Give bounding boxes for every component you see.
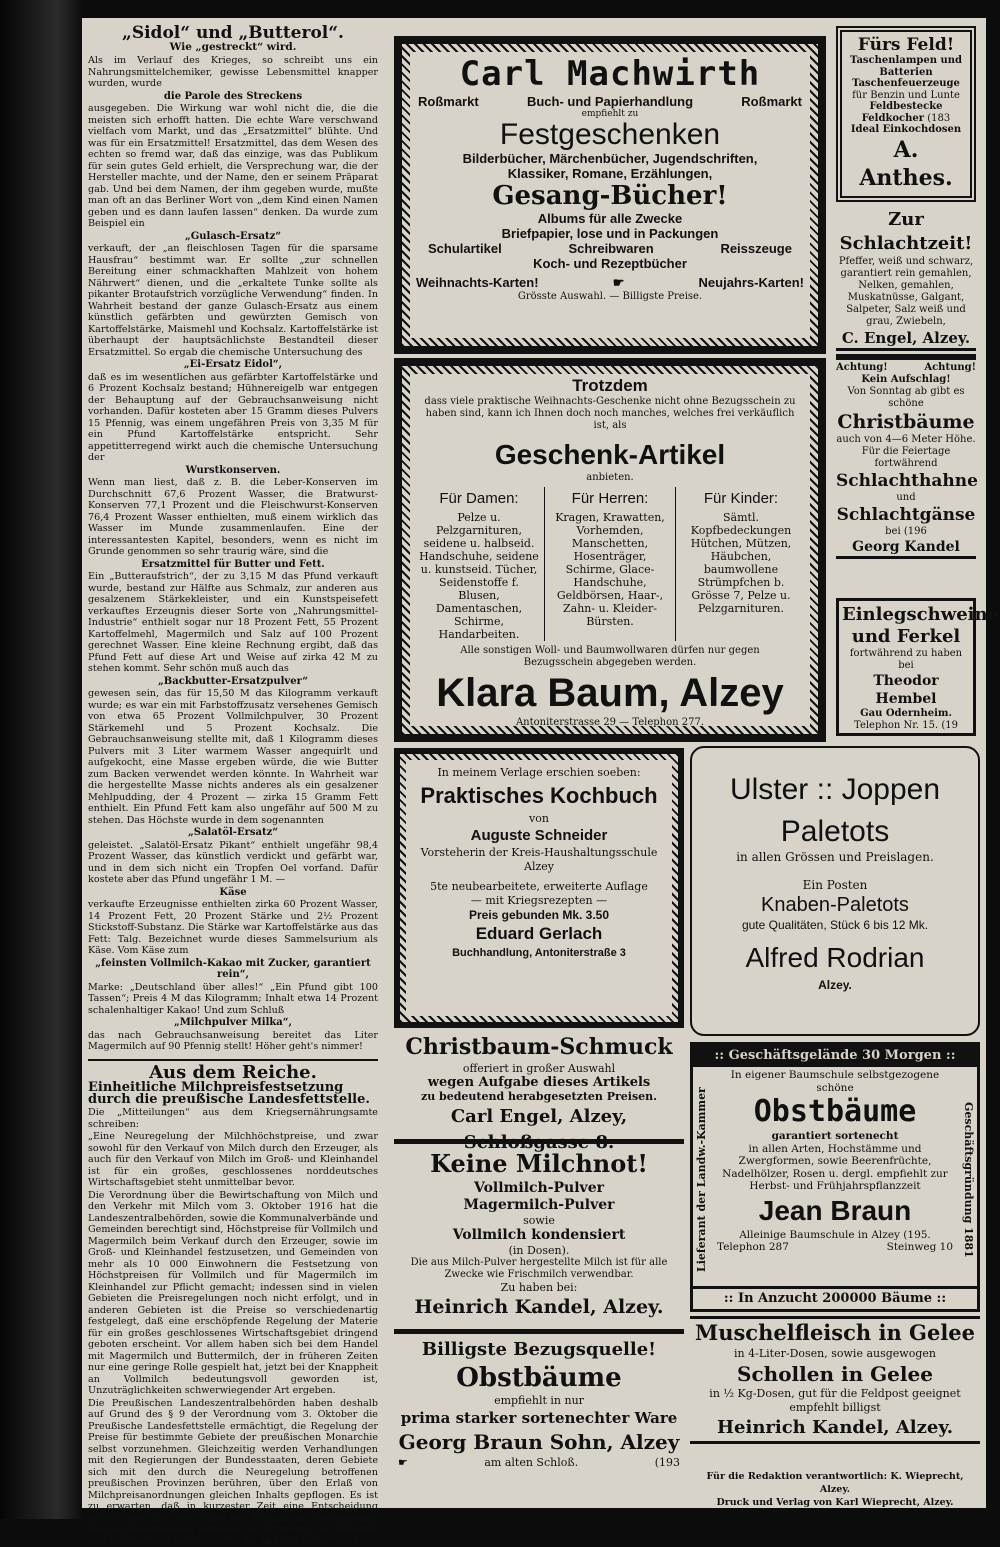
ad-text: (in Dosen). bbox=[394, 1244, 684, 1257]
ad-text: Pelze u. Pelzgarnituren, seidene u. halbseid. Handschuhe, seidene u. kunstseid. Tücher, Seidenstoffe f. Blusen, Damentaschen, Schirme, Handarbeiten. bbox=[417, 511, 541, 641]
ad-row bbox=[836, 360, 976, 374]
ad-author: Auguste Schneider bbox=[406, 826, 672, 846]
ad-text: Kein Aufschlag! bbox=[836, 374, 976, 386]
ad-text: Kragen, Krawatten, Vorhemden, Manschetten, Hosenträger, Schirme, Glace-Handschuhe, Geldbörsen, Haar-, Zahn- u. Kleider-Bürsten. bbox=[548, 511, 672, 628]
ad-text: Die aus Milch-Pulver hergestellte Milch ist für alle Zwecke wie Frischmilch verwendbar. bbox=[394, 1257, 684, 1281]
ad-text: Achtung! bbox=[924, 362, 976, 374]
ad-headline: Obstbäume bbox=[717, 1094, 953, 1130]
imprint-line: Druck und Verlag von Karl Wieprecht, Alzey. bbox=[690, 1496, 980, 1509]
ad-text: dass viele praktische Weihnachts-Geschenke nicht ohne Bezugsschein zu haben sind, kann ich Ihnen doch noch manches, welches frei verkäuflich ist, als bbox=[414, 396, 806, 432]
ad-text: Alle sonstigen Woll- und Baumwollwaren dürfen nur gegen Bezugsschein abgegeben werden. bbox=[414, 641, 806, 669]
ad-headline: Schlachtgänse bbox=[836, 504, 976, 526]
ad-text: in allen Grössen und Preislagen. bbox=[692, 850, 978, 864]
ad-column bbox=[676, 487, 806, 641]
ad-name: C. Engel, Alzey. bbox=[836, 328, 976, 351]
ad-row bbox=[394, 1456, 684, 1470]
ad-name: Carl Machwirth bbox=[410, 54, 810, 94]
ad-text: gute Qualitäten, Stück 6 bis 12 Mk. bbox=[692, 918, 978, 932]
ad-headline: Zur Schlachtzeit! bbox=[836, 208, 976, 256]
ad-name: Georg Braun Sohn, Alzey bbox=[394, 1428, 684, 1456]
ad-row bbox=[410, 241, 810, 256]
ad-headline: Schlachthahne bbox=[836, 470, 976, 492]
ad-text: Feldbestecke bbox=[845, 101, 967, 113]
ad-text: Telephon 287 bbox=[717, 1241, 789, 1254]
ad-text: von bbox=[406, 812, 672, 826]
ad-col-head: Für Kinder: bbox=[679, 487, 803, 511]
book-spine-shadow bbox=[0, 0, 82, 1519]
newspaper-page bbox=[82, 18, 986, 1508]
ad-side-label: Geschäftsgründung 1881 bbox=[957, 1075, 975, 1285]
ad-col-head: Für Damen: bbox=[417, 487, 541, 511]
paragraph: das nach Gebrauchsanweisung bereitet das Liter Magermilch auf 90 Pfennig stellt! Höher geht's nimmer! bbox=[88, 1030, 378, 1053]
ad-text: Buch- und Papierhandlung bbox=[527, 94, 693, 109]
ad-text: 5te neubearbeitete, erweiterte Auflage bbox=[406, 880, 672, 894]
ad-name: A. Anthes. bbox=[845, 136, 967, 192]
paragraph: „Eine Neuregelung der Milchhöchstpreise, und zwar sowohl für den Verkauf von Milch durch den Erzeuger, als auch für den Verkauf von Milch im Groß- und Kleinhandel ist für ein großes, geschlossenes norddeutsches Wirtschaftsgebiet steht unmittelbar bevor. bbox=[88, 1131, 378, 1189]
subsection-title: Einheitliche Milchpreisfestsetzung durch die preußische Landesfettstelle. bbox=[88, 1082, 378, 1105]
ad-text: Buchhandlung, Antoniterstraße 3 bbox=[406, 946, 672, 960]
ad-column bbox=[544, 487, 676, 641]
ad-banner: :: In Anzucht 200000 Bäume :: bbox=[693, 1286, 977, 1309]
ad-text: wegen Aufgabe dieses Artikels bbox=[394, 1076, 684, 1090]
ad-text: Reisszeuge bbox=[720, 241, 792, 256]
paragraph: Ein „Butteraufstrich“, der zu 3,15 M das Pfund verkauft wurde, bestand zur Hälfte aus Schmalz, zur anderen aus gesalzenem Stärkekleister, und ein Kunstspeisefett verkauftes Erzeugnis dieser Sorte von „Nahrungsmittel-Industrie“ enthielt sogar nur 18 Prozent Fett, 55 Prozent Kartoffelmehl, Magermilch und Salz auf 100 Prozent gerechnet Wasser. Eine kleine Rechnung ergibt, daß das Pfund Fett auf diese Art und Weise auf zirka 42 M zu stehen kommt. Sehr schön muß auch das bbox=[88, 571, 378, 675]
ad-kandel-christbaeume bbox=[836, 354, 976, 594]
ad-text: Alzey. bbox=[692, 978, 978, 992]
ad-name: Carl Engel, Alzey, Schloßgasse 8. bbox=[394, 1104, 684, 1156]
paragraph: Wenn man liest, daß z. B. die Leber-Konserven im Durchschnitt 67,6 Prozent Wasser, die Bratwurst-Konserven 77,1 Prozent und die Fleischwurst-Konserven 76,4 Prozent Wasser enthielten, muß einem wirklich das Wasser im Munde zusammenlaufen. Eine der interessantesten Kapitel, besonders, wenn es nicht im Grunde genommen so sehr traurig wäre, sind die bbox=[88, 477, 378, 558]
ad-row bbox=[845, 113, 967, 125]
ad-text: Taschenlampen und Batterien bbox=[845, 55, 967, 78]
ad-engel-christbaumschmuck bbox=[394, 1032, 684, 1144]
ad-name: Heinrich Kandel, Alzey. bbox=[394, 1294, 684, 1320]
ad-kandel-muschelfleisch bbox=[690, 1316, 980, 1466]
ad-text: in 4-Liter-Dosen, sowie ausgewogen bbox=[690, 1347, 980, 1361]
ad-text: Zu haben bei: bbox=[394, 1281, 684, 1294]
article-title: „Sidol“ und „Butterol“. bbox=[88, 28, 378, 40]
subheading: Ersatzmittel für Butter und Fett. bbox=[88, 559, 378, 571]
ad-side-label: Lieferant der Landw.-Kammer bbox=[695, 1075, 713, 1285]
ad-text: Koch- und Rezeptbücher bbox=[410, 256, 810, 271]
ad-body bbox=[693, 1067, 977, 1256]
ad-headline: Festgeschenken bbox=[410, 119, 810, 151]
ad-name: Eduard Gerlach bbox=[406, 922, 672, 946]
ad-text: Pfeffer, weiß und schwarz, garantiert rein gemahlen, Nelken, gemahlen, Muskatnüsse, Galgant, Salpeter, Salz weiß und grau, Zwiebeln, bbox=[836, 256, 976, 328]
ad-text: Roßmarkt bbox=[418, 94, 479, 109]
paragraph: verkauft, der „an fleischlosen Tagen für die sparsame Hausfrau“ bestimmt war. Er sollte „zur schnellen Bereitung einer schmackhaften Mahlzeit von hohem Nährwert“ dienen, und die „erkaltete Tunke sollte als pikanter Brotaufstrich vorzügliche Verwendung“ finden. In Wahrheit bestand der ganze Gulasch-Ersatz aus einem künstlich gefärbten und gewürzten Gemisch von Kartoffelstärke, Maismehl und Kochsalz. Kartoffelstärke ist überhaupt der hauptsächlichste Bestandteil dieser Ersatzmittel. So ergab die chemische Untersuchung des bbox=[88, 243, 378, 358]
ad-headline: Christbäume bbox=[836, 410, 976, 434]
ad-text: garantiert sortenecht bbox=[717, 1130, 953, 1143]
subheading: „Milchpulver Milka“, bbox=[88, 1017, 378, 1029]
ad-text: am alten Schloß. bbox=[484, 1456, 578, 1470]
ad-headline: Christbaum-Schmuck bbox=[394, 1032, 684, 1062]
ad-text: Von Sonntag ab gibt es schöne bbox=[836, 386, 976, 410]
ad-text: und bbox=[836, 492, 976, 504]
paragraph: Marke: „Deutschland über alles!“ „Ein Pfund gibt 100 Tassen“; Preis 4 M das Kilogramm; Inhalt etwa 14 Prozent schalenhaltiger Kakao! Und zum Schluß bbox=[88, 982, 378, 1017]
ad-number: (193 bbox=[655, 1456, 680, 1470]
ad-row bbox=[410, 271, 810, 291]
ad-number: (196 bbox=[904, 526, 927, 537]
ad-inner bbox=[406, 760, 672, 1016]
ad-text: Vollmilch-Pulver bbox=[394, 1180, 684, 1197]
section-title: Aus dem Reiche. bbox=[88, 1059, 378, 1079]
ad-headline: Einlegschweine und Ferkel bbox=[842, 604, 970, 648]
ad-text: Alleinige Baumschule in Alzey (195. bbox=[717, 1229, 953, 1242]
ad-headline: Billigste Bezugsquelle! bbox=[394, 1338, 684, 1362]
ad-rodrian bbox=[690, 746, 980, 1036]
ad-text: empfehlt billigst bbox=[690, 1401, 980, 1415]
ad-text: Vollmilch kondensiert bbox=[394, 1227, 684, 1244]
subheading: Käse bbox=[88, 887, 378, 899]
article-subtitle: Wie „gestreckt“ wird. bbox=[88, 42, 378, 54]
ad-headline: Schollen in Gelee bbox=[690, 1361, 980, 1387]
ad-text: Grösste Auswahl. — Billigste Preise. bbox=[410, 291, 810, 302]
subheading: „Backbutter-Ersatzpulver“ bbox=[88, 676, 378, 688]
ad-headline: Geschenk-Artikel bbox=[414, 438, 806, 472]
ad-name: Alfred Rodrian bbox=[692, 938, 978, 978]
ad-text: Schreibwaren bbox=[568, 241, 653, 256]
ad-machwirth bbox=[394, 36, 826, 354]
subheading: „feinsten Vollmilch-Kakao mit Zucker, garantiert rein“, bbox=[88, 958, 378, 981]
ad-col-head: Für Herren: bbox=[548, 487, 672, 511]
ad-headline: Paletots bbox=[692, 814, 978, 850]
hand-pointer-icon: ☛ bbox=[613, 275, 625, 291]
ad-column bbox=[414, 487, 544, 641]
paragraph: ausgegeben. Die Wirkung war wohl nicht die, die die meisten sich erhofft hatten. Die echte Ware verschwand vielfach vom Markt, und das „Ersatzmittel“ blühte. Und was für ein Ersatzmittel! Ersatzmittel, das dem Wesen des echten so fremd war, daß das einzige, was das Publikum für sein gutes Geld erhielt, die Versprechung war, die der Hersteller machte, und der Name, den er seinem Präparat gab. Und bei dem Namen, der ihm gegeben wurde, mußte man oft an das Berliner Wort von „dem Kind einen Namen geben und es dann laufen lassen“ denken. Da wurde zum Beispiel ein bbox=[88, 103, 378, 230]
ad-price: Preis gebunden Mk. 3.50 bbox=[406, 908, 672, 922]
ad-hembel bbox=[836, 598, 976, 736]
ad-text: Achtung! bbox=[836, 362, 888, 374]
ad-text: Briefpapier, lose und in Packungen bbox=[410, 226, 810, 241]
ad-kochbuch bbox=[394, 748, 684, 1028]
ad-number: (183 bbox=[927, 113, 950, 124]
ad-banner: :: Geschäftsgelände 30 Morgen :: bbox=[693, 1045, 977, 1067]
ad-headline: Gesang-Bücher! bbox=[410, 181, 810, 211]
ad-text: prima starker sortenechter Ware bbox=[394, 1408, 684, 1428]
ad-anthes bbox=[836, 26, 976, 202]
subheading: die Parole des Streckens bbox=[88, 91, 378, 103]
ad-name: Georg Kandel bbox=[836, 538, 976, 559]
ad-text: sowie bbox=[394, 1214, 684, 1227]
ad-headline: Praktisches Kochbuch bbox=[406, 780, 672, 812]
paragraph: geleistet. „Salatöl-Ersatz Pikant“ enthielt ungefähr 98,4 Prozent Wasser, das künstlich verdickt und gefärbt war, und in dem sich nicht ein Tropfen Oel vorfand. Dafür kostete aber das Pfund ungefähr 1 M. — bbox=[88, 840, 378, 886]
ad-text: Neujahrs-Karten! bbox=[699, 275, 804, 291]
ad-text: In eigener Baumschule selbstgezogene schöne bbox=[717, 1069, 953, 1094]
ad-headline: Knaben-Paletots bbox=[692, 892, 978, 918]
ad-text: empfiehlt zu bbox=[410, 109, 810, 119]
ad-text: Telephon Nr. 15. (19 bbox=[842, 720, 970, 732]
ad-row bbox=[836, 526, 976, 538]
ad-text: empfiehlt in nur bbox=[394, 1394, 684, 1408]
ad-row bbox=[717, 1241, 953, 1254]
ad-name: Jean Braun bbox=[717, 1193, 953, 1229]
ad-inner bbox=[410, 374, 810, 726]
ad-text: Bilderbücher, Märchenbücher, Jugendschriften, bbox=[410, 151, 810, 166]
ad-headline: Trotzdem bbox=[414, 376, 806, 396]
hand-pointer-icon: ☛ bbox=[398, 1456, 408, 1470]
ad-text: bei bbox=[885, 526, 901, 537]
ad-name: Klara Baum, Alzey bbox=[414, 669, 806, 717]
ad-jean-braun bbox=[690, 1042, 980, 1312]
ad-headline: Obstbäume bbox=[394, 1362, 684, 1394]
paragraph: daß es im wesentlichen aus gefärbter Kartoffelstärke und 6 Prozent Kochsalz bestand; Hühnereigelb war entgegen der Behauptung auf der Gebrauchsanweisung nicht vorhanden. Dafür kosteten aber 15 Gramm dieses Pulvers 15 Pfennig, was einem ungefähren Preis von 3,35 M für ein Pfund Kartoffelstärke entspricht. Sehr appetitterregend wirkt auch die chemische Untersuchung der bbox=[88, 372, 378, 464]
ad-text: zu bedeutend herabgesetzten Preisen. bbox=[394, 1090, 684, 1104]
ad-klara-baum bbox=[394, 358, 826, 742]
ad-subline bbox=[410, 94, 810, 109]
ad-kandel-milchnot bbox=[394, 1148, 684, 1334]
ad-inner bbox=[410, 52, 810, 338]
ad-text: Albums für alle Zwecke bbox=[410, 211, 810, 226]
ad-text: In meinem Verlage erschien soeben: bbox=[406, 766, 672, 780]
ad-text: Taschenfeuerzeuge bbox=[845, 78, 967, 90]
ad-text: Feldkocher bbox=[862, 113, 924, 124]
ad-text: Roßmarkt bbox=[741, 94, 802, 109]
subheading: „Gulasch-Ersatz“ bbox=[88, 231, 378, 243]
ad-text: — mit Kriegsrezepten — bbox=[406, 894, 672, 908]
ad-text: in allen Arten, Hochstämme und Zwergformen, sowie Beerenfrüchte, Nadelhölzer, Rosen u. dergl. empfiehlt zur Herbst- und Frühjahrspflanzzeit bbox=[717, 1143, 953, 1193]
ad-text: Weihnachts-Karten! bbox=[416, 275, 539, 291]
ad-text: in ½ Kg-Dosen, gut für die Feldpost geeignet bbox=[690, 1387, 980, 1401]
subheading: „Salatöl-Ersatz“ bbox=[88, 827, 378, 839]
ad-headline: Keine Milchnot! bbox=[394, 1148, 684, 1180]
article-column bbox=[88, 18, 378, 1508]
ad-text: Sämtl. Kopfbedeckungen Hütchen, Mützen, Häubchen, baumwollene Strümpfchen b. Grösse 7, Pelze u. Pelzgarnituren. bbox=[679, 511, 803, 615]
paragraph: Die Verordnung über die Bewirtschaftung von Milch und den Verkehr mit Milch vom 3. Oktober 1916 hat die Landeszentralbehörden, sowie die Kommunalverbände und Gemeinden berechtigt sind, Höchstpreise für Vollmilch und Magermilch beim Verkauf durch den Erzeuger, sowie im Groß- und Kleinhandel festzusetzen, und Gemeinden von mehr als 10 000 Einwohnern die Festsetzung von Höchstpreisen für Vollmilch und für Magermilch im Kleinhandel zur Pflicht gemacht; indessen sind in vielen Gebieten die Preisregelungen noch nicht erfolgt, und in anderen Gebieten ist die Preise so verschiedenartig festgelegt, daß eine erschöpfende Regelung der Materie für ein großes geschlossenes Wirtschaftsgebiet dringend geboten erscheint. Vor allem haben sich bei dem Handel mit Magermilch und Buttermilch, der in früheren Zeiten nur eine geringe Rolle gespielt hat, jetzt bei der Knappheit an Vollmilch bedeutungsvoll geworden ist, Unzuträglichkeiten schwerwiegender Art ergeben. bbox=[88, 1190, 378, 1397]
imprint-line: Für die Redaktion verantwortlich: K. Wieprecht, Alzey. bbox=[690, 1470, 980, 1496]
ad-columns bbox=[414, 487, 806, 641]
ad-text: Antoniterstrasse 29 — Telephon 277. bbox=[414, 717, 806, 728]
ad-text: Vorsteherin der Kreis-Haushaltungsschule Alzey bbox=[406, 846, 672, 874]
ad-text: Steinweg 10 bbox=[887, 1241, 953, 1254]
ad-text: fortwährend zu haben bei bbox=[842, 648, 970, 672]
ad-headline: Muschelfleisch in Gelee bbox=[690, 1319, 980, 1347]
subheading: Wurstkonserven. bbox=[88, 465, 378, 477]
paragraph: Als im Verlauf des Krieges, so schreibt uns ein Nahrungsmittelchemiker, gewisse Lebensmittel knapper wurden, wurde bbox=[88, 55, 378, 90]
ad-text: Klassiker, Romane, Erzählungen, bbox=[410, 166, 810, 181]
ad-headline: Fürs Feld! bbox=[845, 35, 967, 55]
paragraph: Die Preußischen Landeszentralbehörden haben deshalb auf Grund des § 9 der Verordnung vom 3. Oktober die Preußische Landesfettstelle ermächtigt, die Regelung der Preise für bestimmte Gebiete der preußischen Monarchie selbst vorzunehmen. Gleichzeitig werden Verhandlungen mit den Regierungen der Bundesstaaten, deren Gebiete sich mit den durch die Neuregelung betroffenen preußischen Provinzen berühren, über den Erlaß von Milchpreisanordnungen gleichen Inhalts gepflogen. Es ist zu erwarten, daß in kurzester Zeit eine Entscheidung erzielt wird und etwa Mitte des Monats die Neuregelung, die im gleichmäßigen Interesse der Erzeuger, des Handels und der Verbraucher liegen dürfte, in Kraft treten wird.“ bbox=[88, 1398, 378, 1547]
ad-text: Magermilch-Pulver bbox=[394, 1197, 684, 1214]
imprint bbox=[690, 1470, 980, 1506]
ad-headline: Ulster :: Joppen bbox=[692, 772, 978, 808]
paragraph: Die „Mitteilungen“ aus dem Kriegsernährungsamte schreiben: bbox=[88, 1107, 378, 1130]
paragraph: gewesen sein, das für 15,50 M das Kilogramm verkauft wurde; es war ein mit Farbstoffzusatz versehenes Gemisch von etwa 65 Prozent Vollmilchpulver, 30 Prozent Stärkemehl und 5 Prozent Kochsalz. Die Gebrauchsanweisung stellte mit, daß 1 Kilogramm dieses Pulvers mit 3 Liter warmem Wasser angequirlt und aufgekocht, eine Masse ergeben würde, die wie Butter zum Backen verwendet werden könnte. In Wahrheit war die hergestellte Masse nichts anderes als ein gesalzener Mehlpudding, der 4 Prozent — zirka 15 Gramm Fett enthielt. Ein Pfund Fett kam also ungefähr auf 500 M zu stehen. Das Höchste wurde in dem sogenannten bbox=[88, 688, 378, 826]
paragraph: verkaufte Erzeugnisse enthielten zirka 60 Prozent Wasser, 14 Prozent Fett, 20 Prozent Stärke und 2½ Prozent Stickstoff-Substanz. Die Stärke war Kartoffelstärke aus das Fett: Talg. Bezeichnet wurde dieses Sammelsurium als Käse. Vom Käse zum bbox=[88, 899, 378, 957]
subheading: „Ei-Ersatz Eidol“, bbox=[88, 359, 378, 371]
ad-engel-schlachtzeit bbox=[836, 208, 976, 348]
ad-text: Ein Posten bbox=[692, 878, 978, 892]
ad-text: Für die Feiertage fortwährend bbox=[836, 446, 976, 470]
ad-name: Heinrich Kandel, Alzey. bbox=[690, 1415, 980, 1444]
ad-text: Gau Odernheim. bbox=[842, 708, 970, 720]
ad-name: Theodor Hembel bbox=[842, 672, 970, 708]
ad-text: für Benzin und Lunte bbox=[845, 90, 967, 102]
ad-text: Schulartikel bbox=[428, 241, 502, 256]
ad-text: offeriert in großer Auswahl bbox=[394, 1062, 684, 1076]
ad-georg-braun bbox=[394, 1338, 684, 1503]
ad-text: anbieten. bbox=[414, 472, 806, 483]
ad-text: Ideal Einkochdosen bbox=[845, 124, 967, 136]
ad-text: auch von 4—6 Meter Höhe. bbox=[836, 434, 976, 446]
